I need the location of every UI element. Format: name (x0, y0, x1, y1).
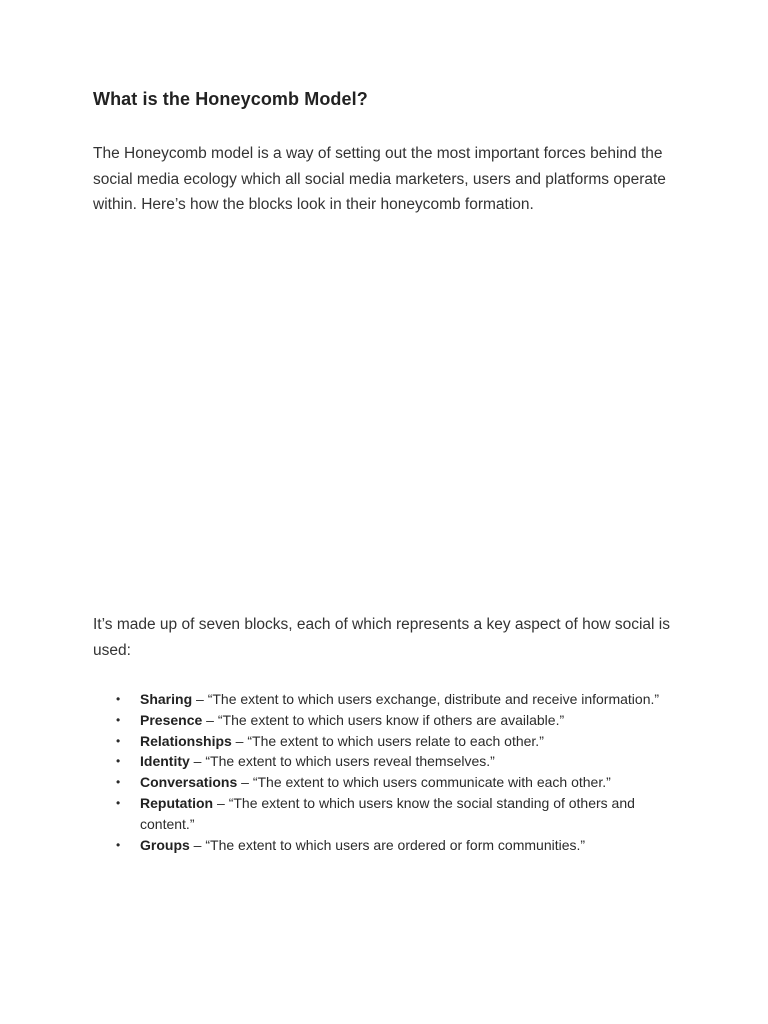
list-item-sharing (116, 689, 676, 710)
block-separator: – (231, 732, 248, 749)
block-term: Groups (140, 836, 190, 853)
list-item-reputation (116, 793, 676, 835)
block-separator: – (213, 794, 229, 811)
intro-paragraph: The Honeycomb model is a way of setting out the most important forces behind the social media ecology which all social media marketers, users and platforms operate within. Here’s how the blocks look in their honeycomb formation. (93, 145, 666, 213)
bullet-icon: • (116, 692, 121, 706)
bullet-icon: • (116, 754, 121, 769)
block-description: “The extent to which users communicate with each other.” (252, 774, 611, 791)
honeycomb-blocks-list (116, 689, 676, 855)
block-term: Reputation (140, 794, 214, 811)
bullet-icon: • (116, 712, 121, 727)
block-separator: – (237, 774, 253, 791)
block-description: “The extent to which users exchange, distribute and receive information.” (207, 691, 660, 707)
bullet-icon: • (116, 837, 121, 852)
list-item-identity (116, 751, 676, 772)
block-term: Identity (140, 753, 190, 770)
block-description: “The extent to which users know the social standing of others and content.” (140, 794, 635, 832)
bullet-icon: • (116, 775, 121, 790)
block-description: “The extent to which users reveal themselves.” (205, 753, 495, 770)
block-separator: – (192, 691, 208, 707)
bullet-icon: • (116, 795, 121, 810)
block-description: “The extent to which users know if others are available.” (217, 711, 565, 728)
list-item-conversations (116, 772, 676, 793)
block-separator: – (189, 836, 206, 853)
block-term: Presence (140, 711, 203, 728)
list-item-groups (116, 835, 676, 856)
block-separator: – (202, 711, 218, 728)
honeycomb-image-area (93, 262, 673, 592)
block-term: Relationships (140, 732, 232, 749)
block-description: “The extent to which users relate to each other.” (247, 732, 544, 749)
page-title: What is the Honeycomb Model? (93, 89, 368, 109)
block-separator: – (189, 753, 206, 770)
block-term: Conversations (140, 774, 238, 791)
lead-paragraph: It’s made up of seven blocks, each of which represents a key aspect of how social is used: (93, 616, 670, 659)
block-description: “The extent to which users are ordered or form communities.” (205, 836, 586, 853)
list-item-presence (116, 710, 676, 731)
block-term: Sharing (140, 691, 193, 707)
list-item-relationships (116, 731, 676, 752)
bullet-icon: • (116, 733, 121, 748)
